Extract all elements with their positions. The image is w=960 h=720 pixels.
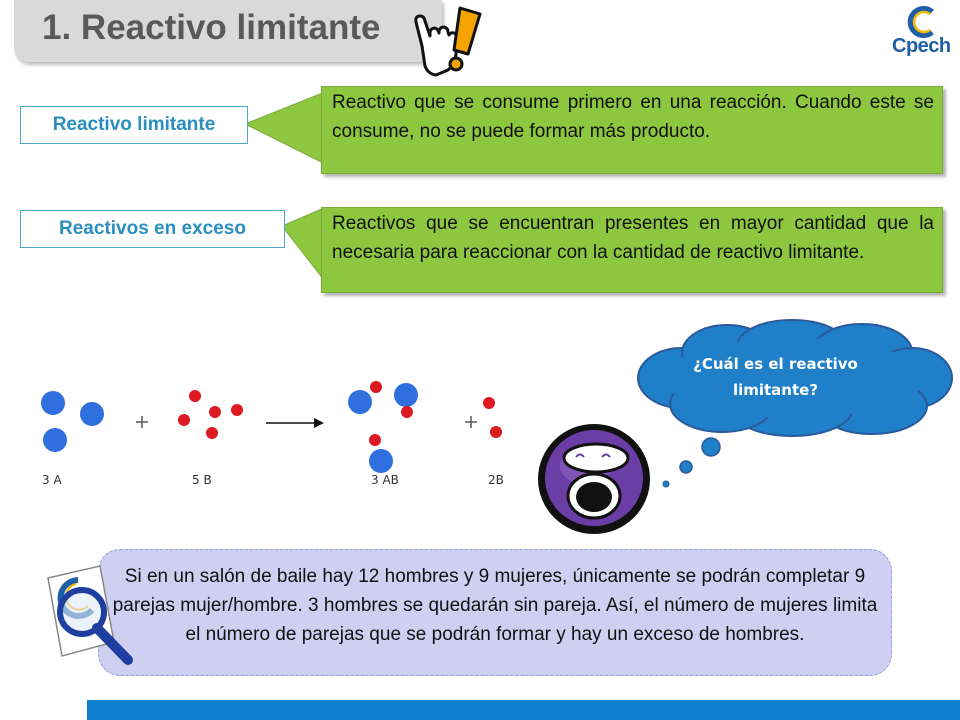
page-title: 1. Reactivo limitante [42, 8, 381, 47]
molecule-b [401, 406, 413, 418]
label-3ab: 3 AB [371, 473, 399, 487]
molecule-b [490, 426, 502, 438]
thinking-character-icon [536, 422, 652, 536]
molecule-a [348, 390, 372, 414]
label-2b: 2B [488, 473, 504, 487]
logo-text: Cpech [892, 35, 951, 57]
definition-excess-reagents: Reactivos que se encuentran presentes en mayor cantidad que la necesaria para reaccionar con la cantidad de reactivo limitante. [321, 207, 943, 293]
molecule-a [41, 391, 65, 415]
label-5b: 5 B [192, 473, 212, 487]
molecule-b [209, 406, 221, 418]
molecule-b [206, 427, 218, 439]
molecule-b [189, 390, 201, 402]
term-excess-reagents: Reactivos en exceso [20, 210, 285, 248]
cpech-logo-icon [900, 4, 944, 38]
magnifier-document-icon [42, 560, 138, 668]
footer-bar [87, 700, 960, 720]
molecule-b [483, 397, 495, 409]
cloud-question: ¿Cuál es el reactivo limitante? [693, 355, 858, 399]
molecule-b [369, 434, 381, 446]
molecule-a [43, 428, 67, 452]
pointing-hand-warning-icon [408, 2, 488, 84]
molecule-a [394, 383, 418, 407]
term-limiting-reagent: Reactivo limitante [20, 106, 248, 144]
molecule-b [178, 414, 190, 426]
thought-bubbles [655, 433, 725, 491]
label-3a: 3 A [42, 473, 62, 487]
note-text: Si en un salón de baile hay 12 hombres y 9 mujeres, únicamente se podrán completar 9 parejas mujer/hombre. 3 hombres se quedarán sin pareja. Así, el número de mujeres limita el número de parejas que se podrán formar y hay un exceso de hombres. [112, 566, 878, 645]
reaction-diagram [28, 380, 528, 492]
molecule-a [369, 449, 393, 473]
molecule-a [80, 402, 104, 426]
molecule-b [231, 404, 243, 416]
definition-limiting-reagent: Reactivo que se consume primero en una reacción. Cuando este se consume, no se puede formar más producto. [321, 86, 943, 174]
molecule-b [370, 381, 382, 393]
